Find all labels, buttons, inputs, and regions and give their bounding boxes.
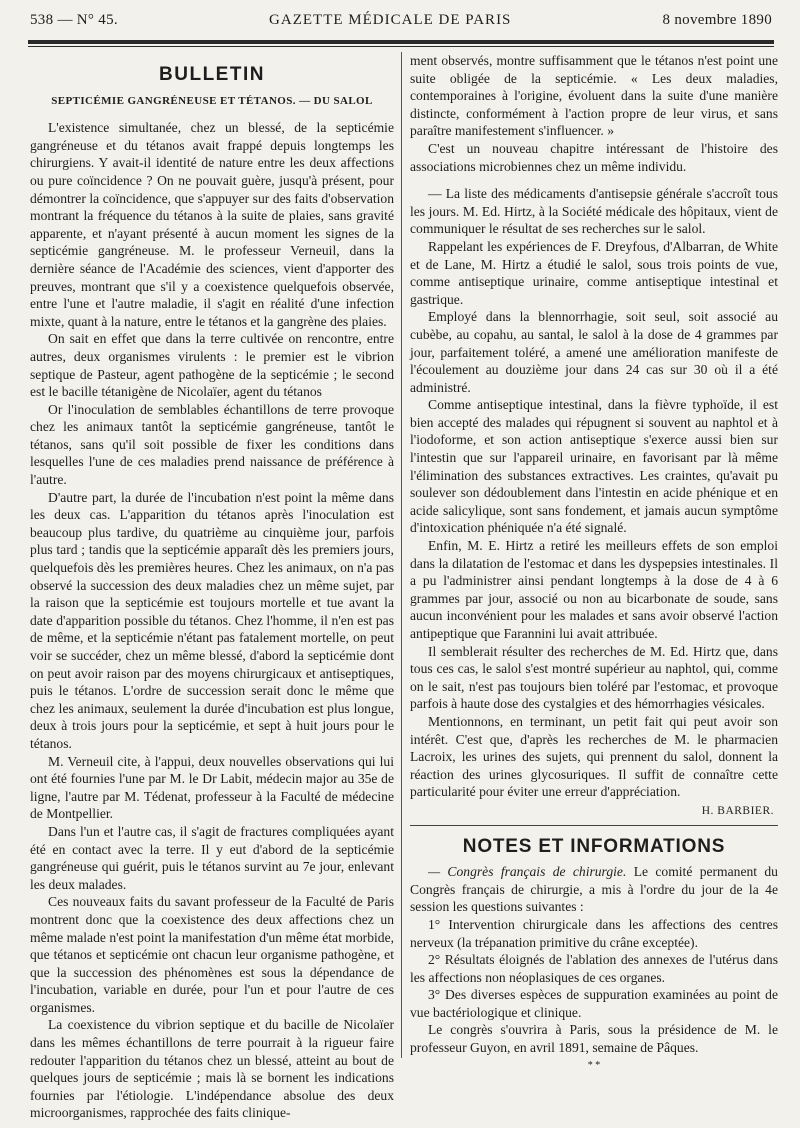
notes-intro [410,863,778,916]
paragraph: Dans l'un et l'autre cas, il s'agit de fractures compliquées ayant été en contact avec la terre. Il y eut d'abord de la septicémie gangréneuse qui guérit, puis le tétanos survint au 7e jour, enlevant les deux malades. [30,823,394,892]
page-header [30,12,772,34]
notes-item: 2° Résultats éloignés de l'ablation des annexes de l'utérus dans les affections non néoplasiques de ces organes. [410,952,778,985]
paragraph: Ces nouveaux faits du savant professeur de la Faculté de Paris montrent donc que la coexistence des deux affections chez un même malade n'est point la manifestation d'un même état morbide, que tétanos et septicémie ont chacun leur organisme pathogène, et que la succession des phénomènes est sous la dépendance de l'incubation, variable en durée, pour l'un et pour l'autre de ces organismes. [30,894,394,1015]
paragraph: Or l'inoculation de semblables échantillons de terre provoque chez les animaux tantôt la septicémie gangréneuse, tantôt le tétanos, sans qu'il soit possible de fixer les conditions dans lesquelles l'une de ces maladies prend naissance de préférence à l'autre. [30,401,394,488]
author-signature: H. BARBIER. [701,804,774,817]
ornament-stars: * * [587,1059,601,1071]
paragraph: Employé dans la blennorrhagie, soit seul, soit associé au cubèbe, au copahu, au santal, le salol à la dose de 4 grammes par jour, parfaitement toléré, a amené une amélioration manifeste de l'écoulement au douzième jour dans 24 cas sur 30 où il a été administré. [410,309,778,395]
notes-title: NOTES ET INFORMATIONS [462,835,726,857]
notes-intro-label: — Congrès français de chirurgie. [428,864,627,880]
column-divider [401,52,402,1058]
notes-intro-text: Le comité permanent du Congrès français de chirurgie, a mis à l'ordre du jour de la 4e session les questions suivantes : [410,864,778,915]
paragraph: M. Verneuil cite, à l'appui, deux nouvelles observations qui lui ont été fournies l'une par M. le Dr Labit, médecin major au 35e de ligne, l'autre par M. Tédenat, professeur à la Faculté de médecine de Montpellier. [30,753,394,822]
bulletin-title: BULLETIN [159,64,265,85]
section-rule [410,825,778,826]
paragraph: Mentionnons, en terminant, un petit fait qui peut avoir son intérêt. C'est que, d'après les recherches de M. le pharmacien Lacroix, les urines des sujets, qui prennent du salol, donnent la réaction des urines glycosuriques. Il suffit de connaître cette particularité pour éviter une erreur d'appréciation. [410,713,778,800]
paragraph: On sait en effet que dans la terre cultivée on rencontre, entre autres, deux organismes virulents : le premier est le vibrion septique de Pasteur, agent pathogène de la septicémie ; le second est le bacille tétanigène de Nicolaïer, agent du tétanos [30,331,394,400]
header-rule-thin [28,46,774,47]
page-number: 538 — N° 45. [30,12,118,28]
paragraph: Enfin, M. E. Hirtz a retiré les meilleurs effets de son emploi dans la dilatation de l'estomac et dans les dyspepsies intestinales. Il a pu l'administrer ainsi pendant longtemps à la dose de 4 à 6 grammes par jour, associé ou non au bicarbonate de soude, sans aucun inconvénient pour les malades et sans avoir observé l'action antipeptique que Farannini lui avait attribuée. [410,538,778,641]
notes-item: 1° Intervention chirurgicale dans les affections des centres nerveux (la trépanation primitive du crâne exceptée). [410,916,778,950]
bulletin-subtitle: SEPTICÉMIE GANGRÉNEUSE ET TÉTANOS. — DU SALOL [51,94,373,107]
right-column [410,52,778,1073]
journal-title: GAZETTE MÉDICALE DE PARIS [269,12,512,28]
notes-item: 3° Des diverses espèces de suppuration examinées au point de vue bactériologique et clinique. [410,987,778,1020]
header-rule [28,40,774,44]
notes-closing: Le congrès s'ouvrira à Paris, sous la présidence de M. le professeur Guyon, en avril 1891, semaine de Pâques. [410,1022,778,1056]
paragraph: Comme antiseptique intestinal, dans la fièvre typhoïde, il est bien accepté des malades qui répugnent si souvent au naphtol et à l'iodoforme, et son action antiseptique s'exerce aussi bien sur l'intestin que sur l'appareil urinaire, en favorisant par là même l'élimination des substances extractives. Les craintes, qu'avait pu soulever son dédoublement dans l'intestin en acide phénique et en acide salicylique, sont sans fondement, et jamais aucun symptôme d'intoxication phéniquée n'a été signalé. [410,397,778,536]
paragraph: ment observés, montre suffisamment que le tétanos n'est point une suite obligée de la septicémie. « Les deux maladies, contemporaines à l'origine, évoluent dans la suite d'une manière distincte, conformément à l'action propre de leur virus, et sans paraître manifestement s'influencer. » [410,53,778,139]
paragraph: Il semblerait résulter des recherches de M. Ed. Hirtz que, dans tous ces cas, le salol s'est montré supérieur au naphtol, qui, comme on le sait, n'est pas toujours bien toléré par l'estomac, et provoque parfois à haute dose des cystalgies et des hémorrhagies vésicales. [410,643,778,712]
paragraph: L'existence simultanée, chez un blessé, de la septicémie gangréneuse et du tétanos avait frappé depuis longtemps les chirurgiens. Y avait-il identité de nature entre les deux affections ou pure coïncidence ? On ne pouvait guère, jusqu'à présent, pour démontrer la coïncidence, que s'appuyer sur des faits d'observation montrant la fréquence du tétanos à la suite de plaies, sans gravité apparente, et n'ayant présenté à aucun moment les signes de la septicémie gangréneuse. M. le professeur Verneuil, dans la dernière séance de l'Académie des sciences, vient d'apporter des preuves, montrant que s'il y a coexistence quelquefois observée, entre l'une et l'autre maladie, il s'agit en réalité d'une infection mixte, quant à la nature, entre le tétanos et la gangrène des plaies. [30,120,394,329]
paragraph: D'autre part, la durée de l'incubation n'est point la même dans les deux cas. L'apparition du tétanos après l'inoculation est beaucoup plus tardive, du quatrième au cinquième jour, parfois plus tard ; tandis que la septicémie apparaît dès les premiers jours, quelquefois dès les premières heures. Chez les animaux, on n'a pas observé la succession des deux maladies chez un même sujet, par la raison que la septicémie est toujours mortelle et tue avant la date d'apparition possible du tétanos. Chez l'homme, il n'en est pas de même, et la septicémie n'étant pas fatalement mortelle, on peut voir se succéder, chez un même blessé, d'abord la septicémie dont on peut avoir raison par des moyens chirurgicaux et antiseptiques, puis le tétanos. L'ordre de succession serait donc le même que chez les animaux, seulement la durée d'incubation est plus longue, deux à trois jours pour la septicémie, et sept à huit jours pour le tétanos. [30,489,394,751]
paragraph: Rappelant les expériences de F. Dreyfous, d'Albarran, de White et de Lane, M. Hirtz a étudié le salol, sous trois points de vue, comme antiseptique urinaire, comme antiseptique intestinal et gastrique. [410,238,778,307]
issue-date: 8 novembre 1890 [662,12,772,28]
paragraph: C'est un nouveau chapitre intéressant de l'histoire des associations microbiennes chez un même individu. [410,140,778,174]
paragraph: — La liste des médicaments d'antisepsie générale s'accroît tous les jours. M. Ed. Hirtz, à la Société médicale des hôpitaux, vient de communiquer le résultat de ses recherches sur le salol. [410,186,778,237]
paragraph: La coexistence du vibrion septique et du bacille de Nicolaïer dans les mêmes échantillons de terre pourrait à la rigueur faire redouter l'apparition du tétanos chez un blessé, atteint au bout de quelques jours de septicémie ; mais là se bornent les indications fournies par l'étiologie. L'indépendance absolue des deux microorganismes, rapprochée des faits clinique- [30,1017,394,1121]
left-column [30,52,394,1121]
